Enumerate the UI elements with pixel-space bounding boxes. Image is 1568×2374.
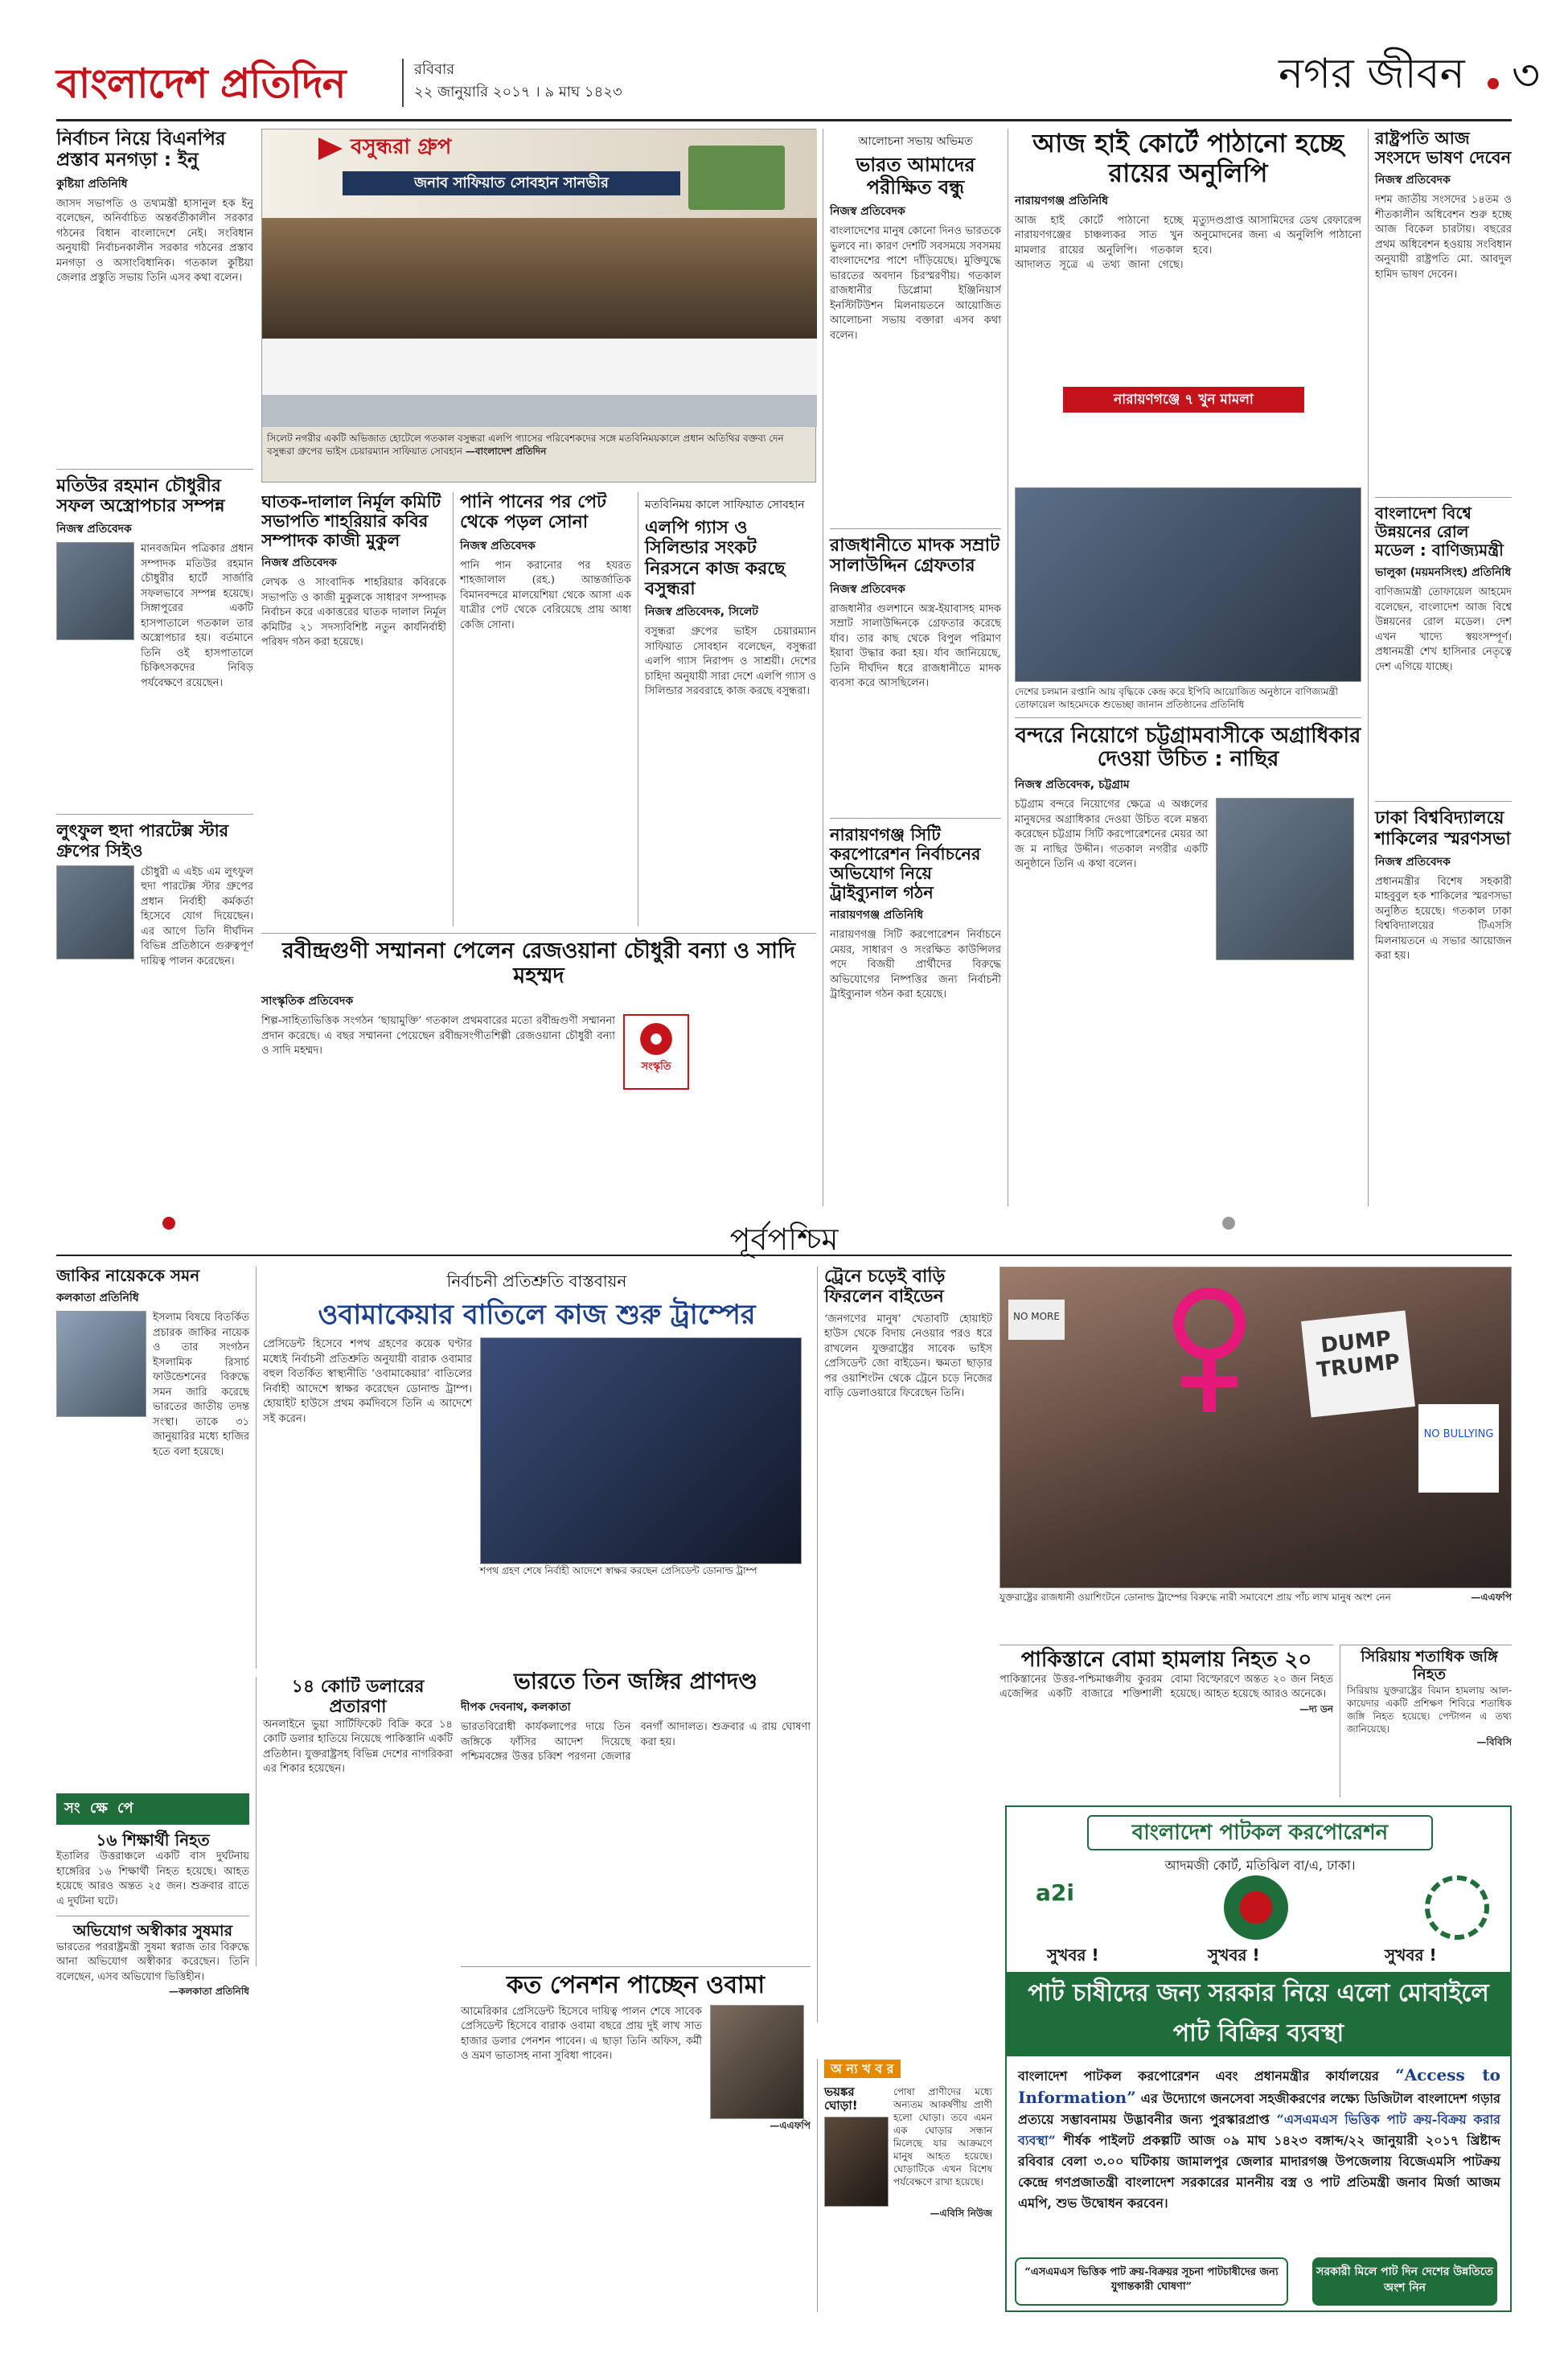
no-bullying-sign: NO BULLYING <box>1418 1404 1499 1493</box>
credit: —এএফপি <box>770 2119 811 2131</box>
headline-obamacare: ওবামাকেয়ার বাতিলে কাজ শুরু ট্রাম্পের <box>318 1299 756 1331</box>
people-row <box>262 218 817 339</box>
sukhobor-1: সুখবর ! <box>1047 1945 1099 1965</box>
bjmc-logo-icon <box>1425 1875 1489 1940</box>
story-body: ভারতবিরোধী কার্যকলাপের দায়ে তিন জঙ্গিকে ফাঁসির আদেশ দিয়েছে পশ্চিমবঙ্গের উত্তর চব্বিশ পরগনা জেলার বনগাঁ আদালত। শুক্রবার এ রায় ঘোষণা করা হয়। <box>461 1721 811 1764</box>
headline-horse: ভয়ঙ্কর ঘোড়া! <box>824 2084 858 2113</box>
female-symbol-bar <box>1181 1376 1238 1387</box>
story-body: সিরিয়ায় যুক্তরাষ্ট্রের বিমান হামলায় আল-কায়েদার একটি প্রশিক্ষণ শিবিরে শতাধিক জঙ্গি নিহত হয়েছে। পেন্টাগন এ তথ্য জানিয়েছে। <box>1347 1684 1512 1735</box>
banner-text: বসুন্ধরা গ্রুপ <box>351 135 452 159</box>
byline: নারায়ণগঞ্জ প্রতিনিধি <box>830 909 924 922</box>
story-body: লেখক ও সাংবাদিক শাহরিয়ার কবিরকে সভাপতি ও কাজী মুকুলকে সাধারণ সম্পাদক নির্বাচন করে একাত্তরের ঘাতক দালাল নির্মূল কমিটির ২১ সদস্যবিশিষ্ট নতুন কার্যনির্বাহী পরিষদ গঠন করা হয়েছে। <box>261 577 446 649</box>
a2i-logo: a2i <box>1036 1879 1074 1906</box>
dump-trump-sign: DUMP TRUMP <box>1301 1311 1415 1418</box>
headline-shakil: ঢাকা বিশ্ববিদ্যালয়ে শাকিলের স্মরণসভা <box>1375 808 1511 849</box>
byline: কলকাতা প্রতিনিধি <box>56 1292 139 1304</box>
headline-lpg: এলপি গ্যাস ও সিলিন্ডার সংকট নিরসনে কাজ করছে বসুন্ধরা <box>645 518 786 599</box>
kicker: মতবিনিময় কালে সাফিয়াত সোবহান <box>645 499 805 511</box>
headline-salauddin: রাজধানীতে মাদক সম্রাট সালাউদ্দিন গ্রেফতার <box>830 536 1000 577</box>
headline-syria: সিরিয়ায় শতাধিক জঙ্গি নিহত <box>1361 1648 1498 1683</box>
headline-sushma: অভিযোগ অস্বীকার সুষমার <box>72 1922 233 1940</box>
story-body: আমেরিকার প্রেসিডেন্ট হিসেবে দায়িত্ব পালন শেষে সাবেক প্রেসিডেন্ট হিসেবে বারাক ওবামা বছরে প্রায় দুই লাখ সাত হাজার ডলার পেনশন পাবেন। এ ছাড়া তিনি অফিস, কর্মী ও ভ্রমণ ভাতাসহ নানা সুবিধা পাবেন। <box>461 2005 702 2062</box>
story-body: প্রধানমন্ত্রীর বিশেষ সহকারী মাহবুবুল হক শাকিলের স্মরণসভা অনুষ্ঠিত হয়েছে। গতকাল ঢাকা বিশ্ববিদ্যালয়ের টিএসসি মিলনায়তনে এ সভার আয়োজন করা হয়। <box>1375 875 1512 963</box>
headline-port: বন্দরে নিয়োগে চট্টগ্রামবাসীকে অগ্রাধিকার দেওয়া উচিত : নাছির <box>1015 723 1361 772</box>
credit: —এবিসি নিউজ <box>930 2207 992 2219</box>
divider <box>1375 497 1512 498</box>
female-symbol-icon <box>1173 1288 1246 1360</box>
seven-murder-badge: নারায়ণগঞ্জে ৭ খুন মামলা <box>1063 387 1304 413</box>
nasir-photo <box>1216 798 1354 960</box>
col3 <box>823 129 1001 1206</box>
divider <box>1015 717 1361 718</box>
bjmc-advert <box>1005 1805 1512 2312</box>
headline-fraud: ১৪ কোটি ডলারের প্রতারণা <box>291 1677 425 1718</box>
col4 <box>1008 129 1361 1206</box>
sukhobor-3: সুখবর ! <box>1385 1945 1437 1965</box>
story-obamacare <box>256 1267 811 1669</box>
byline: নিজস্ব প্রতিবেদক, সিলেট <box>645 606 758 619</box>
zakir-photo <box>56 1311 146 1417</box>
headline-india-friend: ভারত আমাদের পরীক্ষিত বন্ধু <box>856 154 975 199</box>
kicker: নির্বাচনী প্রতিশ্রুতি বাস্তবায়ন <box>446 1271 627 1291</box>
bashundhara-photo <box>261 129 816 483</box>
no-more-sign: NO MORE <box>1008 1300 1065 1340</box>
byline: কুষ্টিয়া প্রতিনিধি <box>56 177 128 191</box>
credit: —কলকাতা প্রতিনিধি <box>168 1986 249 1998</box>
ad-title: বাংলাদেশ পাটকল করপোরেশন <box>1087 1815 1433 1850</box>
protest-caption <box>999 1591 1512 1604</box>
byline: নিজস্ব প্রতিবেদক <box>261 557 337 570</box>
byline: নিজস্ব প্রতিবেদক <box>1375 174 1451 187</box>
table-front <box>262 395 817 427</box>
protest-photo <box>999 1267 1512 1588</box>
credit: —দ্য ডন <box>1299 1702 1333 1715</box>
ad-body-b: এর উদ্যোগে জনসেবা সহজীকরণের লক্ষ্যে ডিজিটাল বাংলাদেশ গড়ার প্রত্যয়ে সম্ভাবনাময় উদ্ভাবনীর জন্য পুরস্কারপ্রাপ্ত <box>1018 2091 1500 2127</box>
headline-ghatok: ঘাতক-দালাল নির্মূল কমিটি সভাপতি শাহরিয়ার কবির সম্পাদক কাজী মুকুল <box>261 492 441 551</box>
lutful-photo <box>56 865 134 959</box>
headline-pension: কত পেনশন পাচ্ছেন ওবামা <box>506 1971 766 1999</box>
byline: সাংস্কৃতিক প্রতিবেদক <box>261 995 354 1008</box>
photo-caption <box>267 432 812 458</box>
story-body: বাণিজ্যমন্ত্রী তোফায়েল আহমেদ বলেছেন, বাংলাদেশ আজ বিশ্বে উন্নয়নের রোল মডেল। দেশ এখন খাদ্যে স্বয়ংসম্পূর্ণ। প্রধানমন্ত্রী শেখ হাসিনার নেতৃত্বে দেশ এগিয়ে যাচ্ছে। <box>1375 586 1512 673</box>
caption-text: যুক্তরাষ্ট্রের রাজধানী ওয়াশিংটনে ডোনাল্ড ট্রাম্পের বিরুদ্ধে নারী সমাবেশে প্রায় পাঁচ লাখ মানুষ অংশ নেন <box>999 1592 1391 1603</box>
story-lpg <box>638 492 816 926</box>
credit: —বিবিসি <box>1476 1735 1512 1748</box>
gov-seal-icon <box>1224 1875 1288 1940</box>
banner-graphic <box>688 146 785 210</box>
ad-body-a: বাংলাদেশ পাটকল করপোরেশন এবং প্রধানমন্ত্রীর কার্যালয়ের <box>1018 2068 1379 2084</box>
masthead-date: ২২ জানুয়ারি ২০১৭ । ৯ মাঘ ১৪২৩ <box>414 84 622 101</box>
divider <box>1375 801 1512 802</box>
caption-text: সিলেট নগরীর একটি অভিজাত হোটেলে গতকাল বসুন্ধরা এলপি গ্যাসের পরিবেশকদের সঙ্গে মতবিনিময়কালে প্রধান অতিথির বক্তব্য দেন বসুন্ধরা গ্রুপের ভাইস চেয়ারম্যান সাফিয়াত সোবহান <box>267 433 784 457</box>
ad-headline: পাট চাষীদের জন্য সরকার নিয়ে এলো মোবাইলে পাট বিক্রির ব্যবস্থা <box>1007 1972 1510 2056</box>
headline-16-students: ১৬ শিক্ষার্থী নিহত <box>96 1830 210 1850</box>
horse-photo <box>824 2117 889 2207</box>
divider <box>56 814 253 815</box>
anya-khobor-box <box>817 2059 992 2312</box>
divider <box>830 818 1001 819</box>
story-body: চৌধুরী এ এইচ এম লুৎফুল হুদা পারটেক্স স্টার গ্রুপের প্রধান নির্বাহী কর্মকর্তা হিসেবে যোগ দিয়েছেন। এর আগে তিনি দীর্ঘদিন বিভিন্ন প্রতিষ্ঠানে গুরুত্বপূর্ণ দায়িত্ব পালন করেছেন। <box>141 865 253 967</box>
ad-footer-left: “এসএমএস ভিত্তিক পাট ক্রয়-বিক্রয়র সূচনা পাটচাষীদের জন্য যুগান্তকারী ঘোষণা” <box>1015 2257 1288 2306</box>
headline-gold: পানি পানের পর পেট থেকে পড়ল সোনা <box>460 492 606 533</box>
ad-quote: “Access to Information” <box>1018 2065 1501 2107</box>
divider <box>830 528 1001 529</box>
flower-icon <box>638 1021 675 1058</box>
headline-zakir: জাকির নায়েককে সমন <box>56 1267 200 1285</box>
col1 <box>56 129 253 1206</box>
ad-body-c: শীর্ষক পাইলট প্রকল্পটি আজ ০৯ মাঘ ১৪২৩ বঙ্গাব্দ/২২ জানুয়ারী ২০১৭ খ্রিষ্টাব্দ রবিবার বেলা ৩.০০ ঘটিকায় জামালপুর জেলার মাদারগঞ্জ উপজেলায় বিজেএমসি পাটক্রয় কেন্দ্রে গণপ্রজাতন্ত্রী বাংলাদেশ সরকারের মাননীয় বস্ত্র ও পাট প্রতিমন্ত্রী জনাব মির্জা আজম এমপি, শুভ উদ্বোধন করবেন। <box>1018 2133 1500 2211</box>
story-india-militant <box>461 1669 811 1958</box>
masthead-divider <box>402 59 404 107</box>
story-body: রাজধানীর গুলশানে অস্ত্র-ইয়াবাসহ মাদক সম্রাট সালাউদ্দিনকে গ্রেফতার করেছে র্যাব। তার কাছ থেকে বিপুল পরিমাণ ইয়াবা উদ্ধার করা হয়। র্যাব জানিয়েছে, তিনি দীর্ঘদিন ধরে রাজধানীতে মাদক ব্যবসা করে আসছিলেন। <box>830 602 1001 690</box>
byline: নিজস্ব প্রতিবেদক <box>460 539 536 552</box>
byline: নিজস্ব প্রতিবেদক <box>1375 855 1451 869</box>
page-number: ৩ <box>1512 50 1541 101</box>
story-pakistan <box>999 1645 1333 1797</box>
logo-label: সংস্কৃতি <box>641 1061 671 1074</box>
story-fraud <box>256 1677 453 1966</box>
story-gold <box>453 492 631 926</box>
story-body: ভারতের পররাষ্ট্রমন্ত্রী সুষমা স্বরাজ তার বিরুদ্ধে আনা অভিযোগ অস্বীকার করেছেন। তিনি বলেছেন, এসব অভিযোগ ভিত্তিহীন। <box>56 1941 249 1983</box>
table-cloth <box>262 339 817 395</box>
kicker: আলোচনা সভায় অভিমত <box>858 135 973 148</box>
headline-rabindra: রবীন্দ্রগুণী সম্মাননা পেলেন রেজওয়ানা চৌধুরী বন্যা ও সাদি মহম্মদ <box>281 939 796 989</box>
story-body: দশম জাতীয় সংসদের ১৪তম ও শীতকালীন অধিবেশন শুরু হচ্ছে আজ বিকেল চারটায়। বছরের প্রথম অধিবেশন হওয়ায় সংবিধান অনুযায়ী রাষ্ট্রপতি মো. আবদুল হামিদ ভাষণ দেবেন। <box>1375 194 1512 281</box>
red-dot-icon <box>1488 78 1499 89</box>
story-body: মানবজমিন পত্রিকার প্রধান সম্পাদক মতিউর রহমান চৌধুরীর হার্টে সার্জারি সফলভাবে সম্পন্ন হয়েছে। সিঙ্গাপুরের একটি হাসপাতালে গতকাল তার অস্ত্রোপচার হয়। বর্তমানে তিনি ওই হাসপাতালে চিকিৎসকদের নিবিড় পর্যবেক্ষণে রয়েছেন। <box>141 543 253 689</box>
story-body: আজ হাই কোর্টে পাঠানো হচ্ছে নারায়ণগঞ্জের চাঞ্চল্যকর সাত খুন মামলার রায়ের অনুলিপি। গতকাল আদালত সূত্রে এ তথ্য জানা গেছে। মৃত্যুদণ্ডপ্রাপ্ত আসামিদের ডেথ রেফারেন্স অনুমোদনের জন্য এ অনুলিপি পাঠানো হবে। <box>1015 214 1361 272</box>
story-ghatok <box>261 492 446 926</box>
ad-highlight: “এসএমএস ভিত্তিক পাট ক্রয়-বিক্রয় করার ব্যবস্থা” <box>1018 2112 1500 2148</box>
section-title: নগর জীবন <box>1279 50 1465 98</box>
story-body: ‘জনগণের মানুষ’ খেতাবটি হোয়াইট হাউস থেকে বিদায় নেওয়ার পরও ধরে রাখলেন যুক্তরাষ্ট্রের সাবেক ভাইস প্রেসিডেন্ট জো বাইডেন। ক্ষমতা ছাড়ার পর ওয়াশিংটন থেকে ট্রেনে চড়ে নিজের বাড়ি ডেলাওয়ারে ফিরেছেন তিনি। <box>824 1312 992 1400</box>
story-body: অনলাইনে ভুয়া সার্টিফিকেট বিক্রি করে ১৪ কোটি ডলার হাতিয়ে নিয়েছে পাকিস্তানি একটি প্রতিষ্ঠান। যুক্তরাষ্ট্রসহ বিভিন্ন দেশের নাগরিকরা এর শিকার হয়েছেন। <box>263 1718 453 1776</box>
byline: নিজস্ব প্রতিবেদক <box>830 582 905 596</box>
obama-photo <box>710 2005 804 2119</box>
story-body: ইসলাম বিষয়ে বিতর্কিত প্রচারক জাকির নায়েক ও তার সংগঠন ইসলামিক রিসার্চ ফাউন্ডেশনের বিরুদ্ধে সমন জারি করেছে ভারতের জাতীয় তদন্ত সংস্থা। তাকে ৩১ জানুয়ারির মধ্যে হাজির হতে বলা হয়েছে। <box>153 1312 249 1458</box>
story-zakir <box>56 1267 249 1781</box>
trump-photo <box>480 1337 802 1564</box>
headline-role-model: বাংলাদেশ বিশ্বে উন্নয়নের রোল মডেল : বাণিজ্যমন্ত্রী <box>1375 503 1504 561</box>
story-body: শিল্প-সাহিত্যভিত্তিক সংগঠন ‘ছায়ামুক্তি’ গতকাল প্রথমবারের মতো রবীন্দ্রগুণী সম্মাননা প্রদান করেছে। এ বছর সম্মাননা পেয়েছেন রবীন্দ্রসংগীতশিল্পী রেজওয়ানা চৌধুরী বন্যা ও সাদি মহম্মদ। <box>261 1015 615 1058</box>
byline: দীপক দেবনাথ, কলকাতা <box>461 1701 571 1715</box>
story-body: প্রেসিডেন্ট হিসেবে শপথ গ্রহণের কয়েক ঘণ্টার মধ্যেই নির্বাচনী প্রতিশ্রুতি অনুযায়ী বারাক ওবামার বহুল বিতর্কিত স্বাস্থ্যনীতি ‘ওবামাকেয়ার’ বাতিলের নির্বাহী আদেশে স্বাক্ষর করেছেন ডোনাল্ড ট্রাম্প। হোয়াইট হাউসে প্রথম কর্মদিবসে তিনি এ আদেশে সই করেন। <box>263 1338 472 1425</box>
story-pension <box>461 1966 811 2312</box>
headline-motiur: মতিউর রহমান চৌধুরীর সফল অস্ত্রোপচার সম্পন্ন <box>56 475 225 517</box>
story-body: ইতালির উত্তরাঞ্চলে একটি বাস দুর্ঘটনায় হাঙ্গেরির ১৬ শিক্ষার্থী নিহত হয়েছে। আহত হয়েছে আরও অন্তত ২৫ জন। শুক্রবার রাতে এ দুর্ঘটনা ঘটে। <box>56 1850 249 1908</box>
sukhobor-2: সুখবর ! <box>1208 1945 1260 1965</box>
byline: নিজস্ব প্রতিবেদক, চট্টগ্রাম <box>1015 778 1130 792</box>
caption-credit: —বাংলাদেশ প্রতিদিন <box>465 446 547 457</box>
story-body: পোষা প্রাণীদের মধ্যে অন্যতম আকর্ষণীয় প্রাণী হলো ঘোড়া। তবে এমন এক ঘোড়ার সন্ধান মিলেছে যার আক্রমণে মানুষ আহত হয়েছে। ঘোড়াটিকে এখন বিশেষ পর্যবেক্ষণে রাখা হয়েছে। <box>893 2086 992 2187</box>
headline-pakistan: পাকিস্তানে বোমা হামলায় নিহত ২০ <box>1020 1648 1312 1672</box>
story-body: পাকিস্তানের উত্তর-পশ্চিমাঞ্চলীয় কুররম এজেন্সির একটি বাজারে শক্তিশালী বোমা বিস্ফোরণে অন্তত ২০ জন নিহত হয়েছে। আহত হয়েছে আরও অনেকে। <box>999 1673 1333 1701</box>
story-biden <box>817 1267 992 2023</box>
story-syria <box>1340 1645 1512 1797</box>
sanskriti-logo <box>623 1014 689 1090</box>
songkhepe-box <box>56 1793 249 2308</box>
photo-caption: শপথ গ্রহণ শেষে নির্বাহী আদেশে স্বাক্ষর করছেন প্রেসিডেন্ট ডোনাল্ড ট্রাম্প <box>480 1565 757 1577</box>
byline: ভালুকা (ময়মনসিংহ) প্রতিনিধি <box>1375 566 1512 580</box>
story-body: পানি পান করানোর পর হযরত শাহজালাল (রহ.) আন্তর্জাতিক বিমানবন্দরে মালয়েশিয়া থেকে আসা এক যাত্রীর পেট থেকে বেরিয়েছে প্রায় আধা কেজি সোনা। <box>460 559 631 631</box>
headline-high-court: আজ হাই কোর্টে পাঠানো হচ্ছে রায়ের অনুলিপি <box>1032 129 1344 188</box>
headline-president: রাষ্ট্রপতি আজ সংসদে ভাষণ দেবেন <box>1375 129 1512 168</box>
section-purbo: পূর্বপশ্চিম <box>729 1222 839 1257</box>
ad-footer-right: সরকারী মিলে পাট দিন দেশের উন্নতিতে অংশ নিন <box>1312 2257 1497 2306</box>
divider <box>56 469 253 470</box>
story-body: নারায়ণগঞ্জ সিটি করপোরেশন নির্বাচনে মেয়র, সাধারণ ও সংরক্ষিত কাউন্সিলর পদে বিজয়ী প্রার্থীদের বিরুদ্ধে অভিযোগের নিষ্পত্তির জন্য নির্বাচনী ট্রাইব্যুনাল গঠন করা হয়েছে। <box>830 929 1001 1001</box>
photo-caption: দেশের চলমান রপ্তানি আয় বৃদ্ধিকে কেন্দ্র করে ইপিবি আয়োজিত অনুষ্ঠানে বাণিজ্যমন্ত্রী তোফায়েল আহমেদকে শুভেচ্ছা জানান প্রতিষ্ঠানের প্রতিনিধি <box>1015 685 1338 710</box>
newspaper-logo: বাংলাদেশ প্রতিদিন <box>56 60 346 107</box>
story-body: জাসদ সভাপতি ও তথ্যমন্ত্রী হাসানুল হক ইনু বলেছেন, অনির্বাচিত অন্তর্বর্তীকালীন সরকার গঠনের বিধান বাংলাদেশে নেই। সংবিধান অনুযায়ী নির্বাচনকালীন সরকার গঠনের প্রস্তাব মনগড়া ও অসাংবিধানিক। গতকাল কুষ্টিয়া জেলার প্রস্তুতি সভায় তিনি এসব কথা বলেন। <box>56 197 253 285</box>
story-body: বাংলাদেশের মানুষ কোনো দিনও ভারতকে ভুলবে না। কারণ দেশটি সবসময়ে সবসময় বাংলাদেশের পাশে দাঁড়িয়েছে। মুক্তিযুদ্ধে ভারতের অবদান চিরস্মরণীয়। গতকাল রাজধানীর ডিপ্লোমা ইঞ্জিনিয়ার্স ইনস্টিটিউশন মিলনায়তনে আয়োজিত আলোচনা সভায় বক্তারা এসব কথা বলেন। <box>830 225 1001 342</box>
story-body: চট্টগ্রাম বন্দরে নিয়োগের ক্ষেত্রে এ অঞ্চলের মানুষদের অগ্রাধিকার দেওয়া উচিত বলে মন্তব্য করেছেন চট্টগ্রাম সিটি করপোরেশনের মেয়র আ জ ম নাছির উদ্দীন। গতকাল নগরীর একটি অনুষ্ঠানে তিনি এ কথা বলেন। <box>1015 799 1208 871</box>
tofail-photo <box>1015 487 1361 682</box>
headline-biden: ট্রেনে চড়েই বাড়ি ফিরলেন বাইডেন <box>824 1267 946 1308</box>
headline-inu: নির্বাচন নিয়ে বিএনপির প্রস্তাব মনগড়া : ইনু <box>56 129 226 171</box>
masthead-rule <box>56 119 1512 121</box>
headline-lutful: লুৎফুল হুদা পারটেক্স স্টার গ্রুপের সিইও <box>56 821 229 860</box>
headline-tribunal: নারায়ণগঞ্জ সিটি করপোরেশন নির্বাচনের অভিযোগ নিয়ে ট্রাইব্যুনাল গঠন <box>830 824 981 903</box>
col5 <box>1368 129 1512 1206</box>
songkhepe-label: সং ক্ষে পে <box>56 1793 249 1825</box>
byline: নিজস্ব প্রতিবেদক <box>830 205 905 219</box>
banner-name: জনাব সাফিয়াত সোবহান সানভীর <box>343 171 680 195</box>
story-rabindra <box>261 933 816 1206</box>
byline: নিজস্ব প্রতিবেদক <box>56 523 132 536</box>
anya-khobor-tag: অ ন্য খ ব র <box>824 2060 901 2078</box>
byline: নারায়ণগঞ্জ প্রতিনিধি <box>1015 194 1109 207</box>
ad-body <box>1018 2064 1500 2214</box>
ad-address: আদমজী কোর্ট, মতিঝিল বা/এ, ঢাকা। <box>1164 1858 1356 1873</box>
masthead-day: রবিবার <box>414 61 455 78</box>
story-body: বসুন্ধরা গ্রুপের ভাইস চেয়ারম্যান সাফিয়াত সোবহান বলেছেন, বসুন্ধরা এলপি গ্যাস নিরাপদ ও সাশ্রয়ী। দেশের চাহিদা অনুযায়ী সারা দেশে এলপি গ্যাস ও সিলিন্ডার সরবরাহে কাজ করছে বসুন্ধরা। <box>645 626 816 698</box>
caption-credit: —এএফপি <box>1471 1592 1512 1603</box>
motiur-photo <box>56 542 134 640</box>
headline-india-militant: ভারতে তিন জঙ্গির প্রাণদণ্ড <box>513 1669 758 1694</box>
